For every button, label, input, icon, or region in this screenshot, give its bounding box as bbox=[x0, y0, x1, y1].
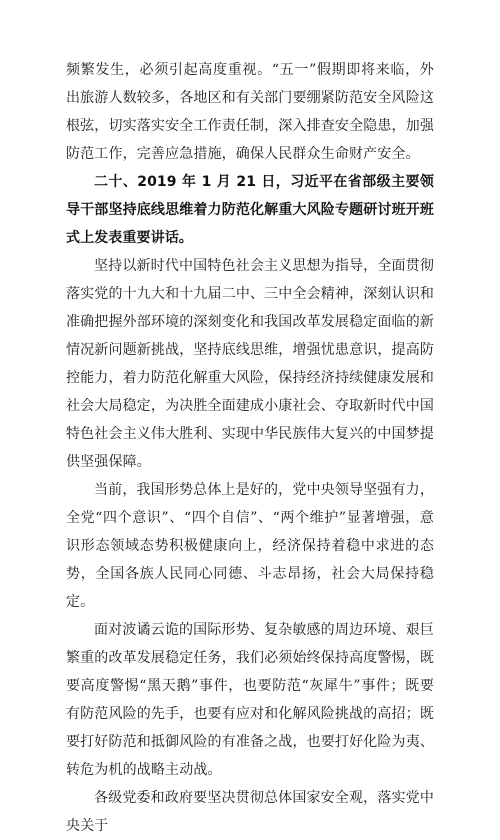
body-paragraph-2: 坚持以新时代中国特色社会主义思想为指导，全面贯彻落实党的十九大和十九届二中、三中全会精神，深刻认识和准确把握外部环境的深刻变化和我国改革发展稳定面临的新情况新问题新挑战，坚持底线思维，增强忧患意识，提高防控能力，着力防范化解重大风险，保持经济持续健康发展和社会大局稳定，为决胜全面建成小康社会、夺取新时代中国特色社会主义伟大胜利、实现中华民族伟大复兴的中国梦提供坚强保障。 bbox=[66, 258, 434, 470]
body-paragraph-4: 面对波谲云诡的国际形势、复杂敏感的周边环境、艰巨繁重的改革发展稳定任务，我们必须始终保持高度警惕，既要高度警惕“黑天鹅”事件，也要防范“灰犀牛”事件；既要有防范风险的先手，也要有应对和化解风险挑战的高招；既要打好防范和抵御风险的有准备之战，也要打好化险为夷、转危为机的战略主动战。 bbox=[66, 622, 434, 778]
document-body bbox=[66, 56, 434, 840]
body-paragraph-5: 各级党委和政府要坚决贯彻总体国家安全观，落实党中央关于 bbox=[66, 790, 434, 834]
section-heading-20: 二十、2019 年 1 月 21 日，习近平在省部级主要领导干部坚持底线思维着力防范化解重大风险专题研讨班开班式上发表重要讲话。 bbox=[66, 174, 434, 246]
body-paragraph-3: 当前，我国形势总体上是好的，党中央领导坚强有力，全党“四个意识”、“四个自信”、“两个维护”显著增强，意识形态领域态势积极健康向上，经济保持着稳中求进的态势，全国各族人民同心同德、斗志昂扬，社会大局保持稳定。 bbox=[66, 482, 434, 610]
body-paragraph-1: 频繁发生，必须引起高度重视。“五一”假期即将来临，外出旅游人数较多，各地区和有关部门要绷紧防范安全风险这根弦，切实落实安全工作责任制，深入排查安全隐患，加强防范工作，完善应急措施，确保人民群众生命财产安全。 bbox=[66, 62, 434, 162]
